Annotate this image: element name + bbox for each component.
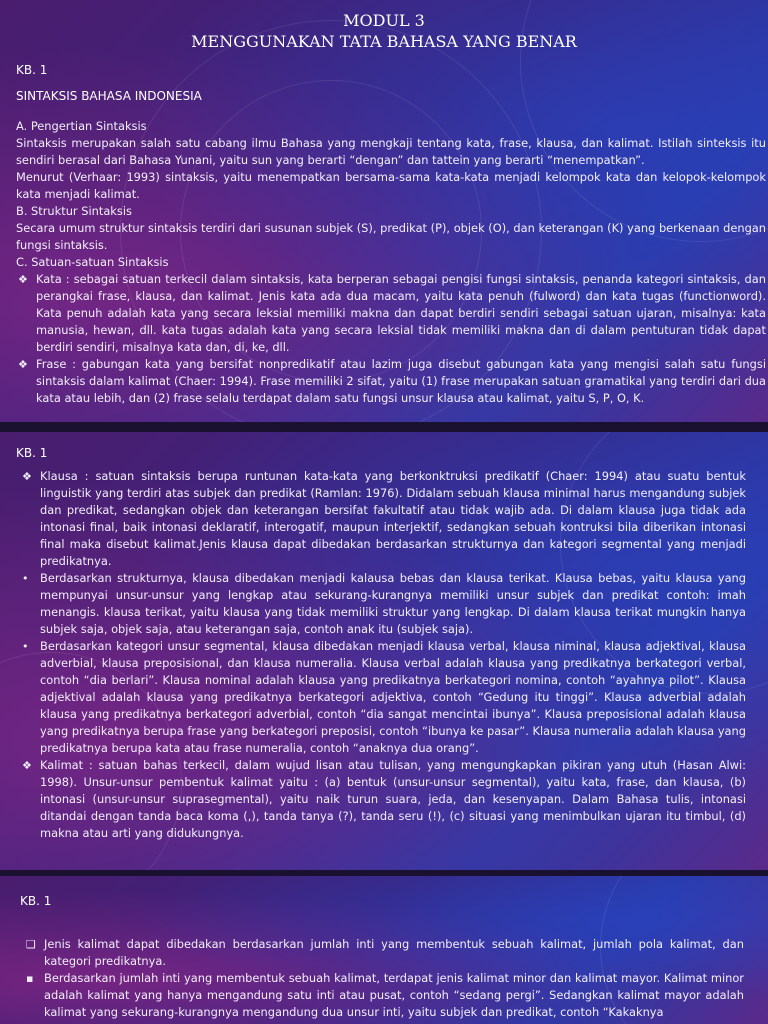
diamond-bullet-icon: ❖ (18, 273, 28, 286)
diamond-bullet-icon: ❖ (22, 470, 32, 483)
slide-2 (0, 432, 768, 870)
kb-label: KB. 1 (16, 63, 48, 77)
paragraph: Menurut (Verhaar: 1993) sintaksis, yaitu menempatkan bersama-sama kata-kata menjadi kelompok kata dan kelopok-kelompok kata menjadi kalimat. (16, 170, 766, 201)
list-item (16, 271, 766, 356)
list-item (16, 356, 766, 407)
slide-2-body (20, 468, 746, 842)
dot-bullet-icon: • (22, 640, 29, 653)
checkbox-bullet-icon: ❑ (26, 938, 36, 951)
slide-1-body (16, 118, 766, 407)
slide-1 (0, 0, 768, 422)
list-item-text: Klausa : satuan sintaksis berupa runtunan kata-kata yang berkonktruksi predikatif (Chaer: 1994) atau suatu bentuk linguistik yang terdiri atas subjek dan predikat (Ramlan: 1976). Didalam sebuah klausa minimal harus mengandung subjek dan predikat, sedangkan objek dan keterangan bersifat fakultatif atau tidak wajib ada. Di dalam klausa juga tidak ada intonasi final, baik intonasi deklaratif, interogatif, maupun interjektif, sedangkan sebuah kontruksi bila diberikan intonasi final maka disebut kalimat.Jenis klausa dapat dibedakan berdasarkan strukturnya dan kategori segmental yang menjadi predikatnya. (40, 469, 746, 568)
module-number: MODUL 3 (343, 11, 425, 30)
section-heading: SINTAKSIS BAHASA INDONESIA (16, 89, 202, 103)
diamond-bullet-icon: ❖ (18, 358, 28, 371)
list-item (20, 570, 746, 638)
slide-3-body (24, 936, 744, 1021)
diamond-bullet-icon: ❖ (22, 759, 32, 772)
list-item-text: Jenis kalimat dapat dibedakan berdasarkan jumlah inti yang membentuk sebuah kalimat, jumlah pola kalimat, dan kategori predikatnya. (44, 937, 744, 968)
dot-bullet-icon: • (22, 572, 29, 585)
subheading-c: C. Satuan-satuan Sintaksis (16, 255, 169, 269)
slide-3 (0, 876, 768, 1024)
list-item-text: Berdasarkan jumlah inti yang membentuk sebuah kalimat, terdapat jenis kalimat minor dan kalimat mayor. Kalimat minor adalah kalimat yang hanya mengandung satu inti atau pusat, contoh “sedang pergi”. Sedangkan kalimat mayor adalah kalimat yang sekurang-kurangnya mengandung dua unsur inti, yaitu subjek dan predikat, contoh “Kakaknya (44, 971, 744, 1019)
subheading-b: B. Struktur Sintaksis (16, 204, 132, 218)
list-item (24, 970, 744, 1021)
kb-label: KB. 1 (20, 894, 52, 908)
list-item (24, 936, 744, 970)
module-title: MENGGUNAKAN TATA BAHASA YANG BENAR (191, 32, 577, 51)
square-bullet-icon: ▪ (26, 972, 34, 985)
list-item (20, 757, 746, 842)
list-item-text: Frase : gabungan kata yang bersifat nonpredikatif atau lazim juga disebut gabungan kata yang mengisi salah satu fungsi sintaksis dalam kalimat (Chaer: 1994). Frase memiliki 2 sifat, yaitu (1) frase merupakan satuan gramatikal yang terdiri dari dua kata atau lebih, dan (2) frase selalu terdapat dalam satu fungsi unsur klausa atau kalimat, yaitu S, P, O, K. (36, 357, 766, 405)
kb-label: KB. 1 (16, 446, 48, 460)
paragraph: Sintaksis merupakan salah satu cabang ilmu Bahasa yang mengkaji tentang kata, frase, klausa, dan kalimat. Istilah sinteksis itu sendiri berasal dari Bahasa Yunani, yaitu sun yang berarti “dengan” dan tattein yang berarti “menempatkan”. (16, 136, 766, 167)
list-item (20, 638, 746, 757)
list-item-text: Berdasarkan strukturnya, klausa dibedakan menjadi kalausa bebas dan klausa terikat. Klausa bebas, yaitu klausa yang mempunyai unsur-unsur yang lengkap atau sekurang-kurangnya memiliki unsur subjek dan predikat contoh: imah menangis. klausa terikat, yaitu klausa yang tidak memiliki struktur yang lengkap. Di dalam klausa terikat mungkin hanya subjek saja, objek saja, atau keterangan saja, contoh anak itu (subjek saja). (40, 571, 746, 636)
list-item-text: Berdasarkan kategori unsur segmental, klausa dibedakan menjadi klausa verbal, klausa niminal, klausa adjektival, klausa adverbial, klausa preposisional, dan klausa numeralia. Klausa verbal adalah klausa yang predikatnya berkategori verbal, contoh “dia berlari”. Klausa nominal adalah klausa yang predikatnya berkategori nomina, contoh “ayahnya pilot”. Klausa adjektival adalah klausa yang predikatnya berkategori adjektiva, contoh “Gedung itu tinggi”. Klausa adverbial adalah klausa yang predikatnya berkategori adverbial, contoh “dia sangat mencintai ibunya”. Klausa preposisional adalah klausa yang predikatnya berupa frase yang berkategori preposisi, contoh “ibunya ke pasar”. Klausa numeralia adalah klausa yang predikatnya berupa kata atau frase numeralia, contoh “anaknya dua orang”. (40, 639, 746, 755)
list-item (20, 468, 746, 570)
list-item-text: Kata : sebagai satuan terkecil dalam sintaksis, kata berperan sebagai pengisi fungsi sintaksis, penanda kategori sintaksis, dan perangkai frase, klausa, dan kalimat. Jenis kata ada dua macam, yaitu kata penuh (fulword) dan kata tugas (functionword). Kata penuh adalah kata yang secara leksial memiliki makna dan dapat berdiri sendiri sebagai satuan ujaran, misalnya: kata manusia, hewan, dll. kata tugas adalah kata yang secara leksial tidak memiliki makna dan di dalam pentuturan tidak dapat berdiri sendiri, misalnya kata dan, di, ke, dll. (36, 272, 766, 354)
subheading-a: A. Pengertian Sintaksis (16, 119, 147, 133)
list-item-text: Kalimat : satuan bahas terkecil, dalam wujud lisan atau tulisan, yang mengungkapkan pikiran yang utuh (Hasan Alwi: 1998). Unsur-unsur pembentuk kalimat yaitu : (a) bentuk (unsur-unsur segmental), yaitu kata, frase, dan klausa, (b) intonasi (unsur-unsur suprasegmental), yaitu naik turun suara, jeda, dan kesenyapan. Dalam Bahasa tulis, intonasi ditandai dengan tanda baca koma (,), tanda tanya (?), tanda seru (!), (c) situasi yang menimbulkan ujaran itu timbul, (d) makna atau arti yang didukungnya. (40, 758, 746, 840)
paragraph: Secara umum struktur sintaksis terdiri dari susunan subjek (S), predikat (P), objek (O), dan keterangan (K) yang berkenaan dengan fungsi sintaksis. (16, 221, 766, 252)
